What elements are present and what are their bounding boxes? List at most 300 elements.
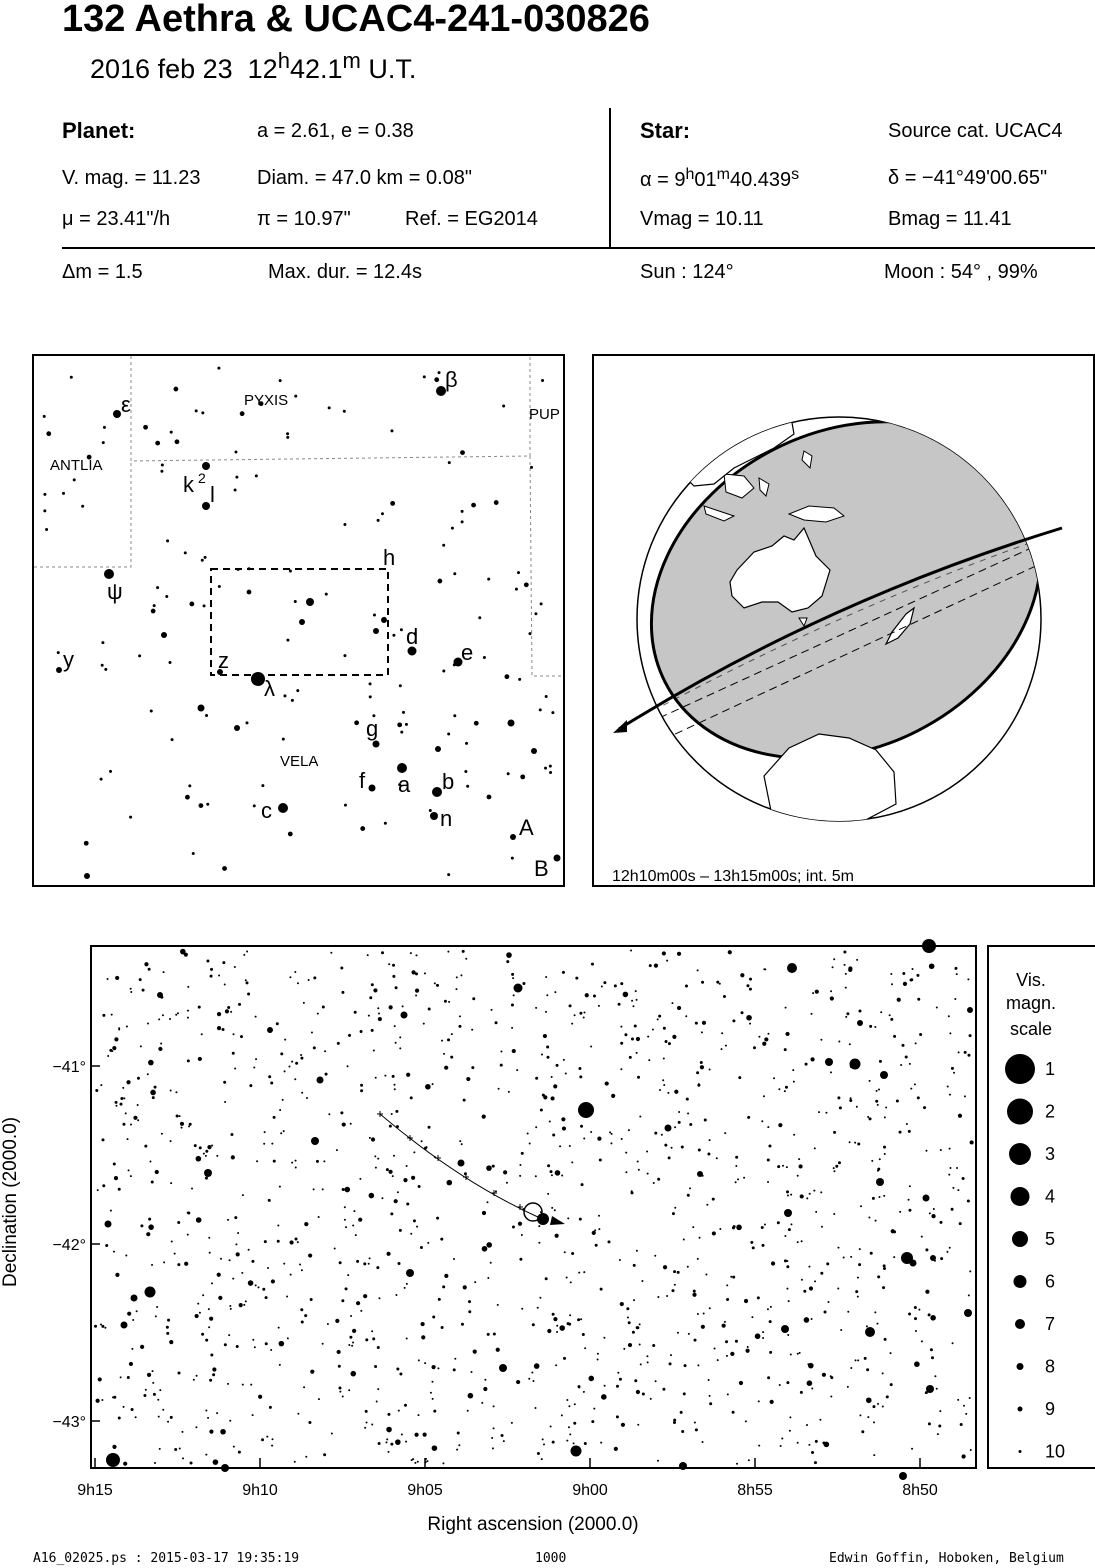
chart-star (559, 1145, 561, 1147)
chart-star (844, 964, 846, 966)
finder-star (165, 595, 168, 598)
chart-star (539, 1297, 541, 1299)
chart-star (938, 1424, 941, 1427)
chart-star (291, 1061, 293, 1063)
chart-star (231, 1155, 235, 1159)
chart-star (582, 1333, 585, 1336)
legend-label: 2 (1045, 1101, 1056, 1122)
chart-star (468, 1393, 474, 1399)
finder-star (540, 602, 543, 605)
event-datetime: 2016 feb 23 12$^h$42.1$^m$ U.T. (90, 48, 417, 84)
chart-star (493, 1405, 495, 1407)
chart-star (749, 978, 752, 981)
chart-star (777, 1165, 780, 1168)
chart-star (291, 1162, 293, 1164)
chart-star (322, 1343, 324, 1345)
chart-star (271, 1445, 273, 1447)
chart-star (763, 968, 765, 970)
chart-star (254, 1346, 256, 1348)
chart-star (818, 1111, 820, 1113)
chart-star (789, 1430, 791, 1432)
finder-star (56, 667, 62, 673)
chart-star (616, 1385, 619, 1388)
chart-star (877, 1170, 879, 1172)
chart-star (580, 1318, 582, 1320)
label-beta: β (445, 367, 458, 392)
chart-star (702, 1441, 704, 1443)
chart-star (311, 1032, 313, 1034)
finder-star (205, 714, 208, 717)
chart-star (154, 1462, 156, 1464)
chart-star (620, 1042, 623, 1045)
chart-star (833, 958, 835, 960)
chart-star (845, 973, 847, 975)
chart-star (563, 1357, 566, 1360)
chart-star (360, 1089, 363, 1092)
chart-star (561, 1117, 565, 1121)
finder-star (81, 505, 84, 508)
chart-star (849, 1099, 852, 1102)
chart-star (702, 1021, 706, 1025)
chart-star (155, 1315, 157, 1317)
chart-star (640, 1363, 642, 1365)
constellation-vela: VELA (280, 753, 319, 770)
chart-star (727, 1393, 729, 1395)
chart-star (310, 1298, 313, 1301)
chart-star (857, 1020, 863, 1026)
chart-star (786, 1288, 788, 1290)
chart-star (105, 1244, 108, 1247)
chart-star (855, 1359, 857, 1361)
chart-star (743, 1177, 745, 1179)
chart-star (501, 1434, 504, 1437)
chart-star (482, 1211, 486, 1215)
chart-star (203, 1153, 205, 1155)
chart-star (686, 1098, 689, 1101)
chart-star (957, 1399, 959, 1401)
legend-dot (1015, 1319, 1025, 1329)
chart-star (628, 1129, 630, 1131)
chart-star (490, 1262, 492, 1264)
chart-star (401, 1434, 403, 1436)
chart-star (297, 1413, 299, 1415)
chart-star (206, 960, 209, 963)
chart-star (837, 1288, 839, 1290)
chart-star (709, 1307, 711, 1309)
chart-star (113, 1162, 116, 1165)
chart-star (917, 1096, 920, 1099)
chart-star (837, 1096, 840, 1099)
chart-star (833, 1131, 836, 1134)
chart-star (780, 1445, 782, 1447)
chart-star (940, 1221, 943, 1224)
chart-star (455, 988, 457, 990)
chart-star (577, 1450, 579, 1452)
chart-star (570, 1281, 572, 1283)
chart-star (882, 1406, 884, 1408)
chart-star (521, 1152, 524, 1155)
chart-star (580, 1125, 583, 1128)
chart-star (708, 1379, 710, 1381)
legend-label: 5 (1045, 1229, 1056, 1249)
chart-star (131, 1295, 138, 1302)
label-l: l (210, 482, 215, 507)
chart-star (625, 1152, 627, 1154)
chart-star (111, 1050, 113, 1052)
chart-star (176, 1115, 179, 1118)
finder-chart (32, 354, 565, 887)
chart-star (883, 1264, 886, 1267)
chart-star (159, 1448, 161, 1450)
chart-star (767, 1376, 770, 1379)
chart-star (564, 1251, 566, 1253)
chart-star (631, 1191, 634, 1194)
chart-star (440, 1238, 443, 1241)
chart-star (209, 1317, 213, 1321)
chart-star (222, 1028, 225, 1031)
chart-star (785, 1032, 789, 1036)
chart-star (232, 1052, 235, 1055)
chart-star (822, 1442, 825, 1445)
chart-star (397, 1262, 400, 1265)
finder-star (45, 528, 48, 531)
chart-star (545, 976, 547, 978)
chart-star (442, 1285, 445, 1288)
chart-star (840, 1329, 842, 1331)
chart-star (665, 1125, 672, 1132)
chart-star (799, 1352, 801, 1354)
chart-star (399, 1036, 401, 1038)
chart-star (595, 1244, 598, 1247)
chart-star (556, 1325, 558, 1327)
chart-star (414, 1433, 418, 1437)
chart-star (303, 1002, 305, 1004)
chart-star (639, 1323, 641, 1325)
chart-star (666, 960, 668, 962)
chart-star (678, 1111, 680, 1113)
chart-star (227, 1006, 230, 1009)
chart-star (514, 984, 523, 993)
chart-star (262, 1288, 265, 1291)
chart-star (120, 1097, 123, 1100)
chart-star (126, 1026, 128, 1028)
chart-star (858, 1263, 861, 1266)
chart-star (936, 1006, 938, 1008)
finder-star (261, 784, 264, 787)
finder-star (384, 822, 387, 825)
chart-star (209, 1379, 212, 1382)
chart-star (304, 1314, 307, 1317)
legend-dot (1017, 1363, 1024, 1370)
chart-star (349, 1336, 352, 1339)
chart-star (317, 1013, 319, 1015)
constellation-antlia: ANTLIA (50, 457, 103, 474)
chart-star (424, 1362, 426, 1364)
chart-star (631, 1000, 633, 1002)
chart-star (196, 1217, 202, 1223)
chart-star (191, 1188, 193, 1190)
chart-star (427, 1242, 429, 1244)
chart-star (163, 971, 165, 973)
chart-star (600, 1288, 603, 1291)
chart-star (950, 1167, 952, 1169)
chart-star (874, 1311, 876, 1313)
chart-star (330, 952, 332, 954)
chart-star (722, 1324, 726, 1328)
shadow-direction-arrow (613, 720, 627, 733)
finder-star (151, 609, 156, 614)
chart-star (890, 1352, 892, 1354)
chart-star (128, 1169, 130, 1171)
legend-title-line3: scale (1009, 1019, 1053, 1039)
chart-star (724, 1132, 726, 1134)
chart-star (130, 1175, 132, 1177)
chart-star (902, 972, 905, 975)
chart-star (812, 992, 814, 994)
chart-star (418, 1185, 421, 1188)
legend-label: 8 (1045, 1356, 1056, 1377)
finder-star (517, 571, 520, 574)
chart-star (709, 1402, 712, 1405)
chart-star (748, 1459, 750, 1461)
chart-star (709, 1395, 711, 1397)
chart-star (873, 1454, 875, 1456)
x-axis-label: Right ascension (2000.0) (427, 1514, 639, 1535)
chart-star (216, 1155, 218, 1157)
chart-star (721, 1048, 723, 1050)
chart-star (466, 1077, 470, 1081)
finder-star (138, 654, 141, 657)
chart-star (350, 1123, 352, 1125)
chart-star (598, 1215, 600, 1217)
chart-star (865, 1327, 875, 1337)
table-rule (62, 247, 1095, 249)
chart-star (738, 1076, 741, 1079)
finder-star (545, 695, 548, 698)
finder-star (373, 741, 380, 748)
star-vmag: Vmag = 10.11 (640, 208, 764, 230)
chart-star (750, 1241, 753, 1244)
finder-star (438, 371, 441, 374)
label-d: d (406, 624, 419, 649)
chart-star (559, 1325, 565, 1331)
chart-star (316, 1160, 319, 1163)
chart-star (371, 1330, 373, 1332)
chart-star (681, 1145, 684, 1148)
chart-star (162, 1409, 164, 1411)
chart-star (303, 1386, 305, 1388)
chart-star (579, 1012, 582, 1015)
finder-star (487, 795, 492, 800)
chart-star (815, 990, 819, 994)
chart-star (340, 966, 343, 969)
chart-star (187, 1212, 189, 1214)
chart-star (377, 1158, 379, 1160)
chart-star (101, 1399, 103, 1401)
chart-star (404, 1404, 407, 1407)
chart-star (899, 1211, 901, 1213)
chart-star (877, 1104, 879, 1106)
finder-star (294, 600, 297, 603)
finder-chart-svg (34, 356, 563, 885)
finder-star (235, 476, 238, 479)
chart-star (374, 1365, 377, 1368)
chart-star (228, 1334, 230, 1336)
chart-star (719, 983, 721, 985)
chart-star (964, 1095, 966, 1097)
chart-star (367, 954, 369, 956)
chart-star (784, 1090, 786, 1092)
legend-title-line1: Vis. (1016, 970, 1046, 990)
chart-star (457, 1432, 460, 1435)
finder-star (173, 387, 178, 392)
chart-star (543, 1034, 547, 1038)
chart-star (910, 1260, 917, 1267)
chart-star (519, 1175, 521, 1177)
chart-star (583, 1011, 585, 1013)
chart-star (119, 1103, 122, 1106)
chart-star (368, 1263, 370, 1265)
chart-star (798, 1164, 802, 1168)
chart-star (730, 1276, 732, 1278)
chart-star (677, 1006, 681, 1010)
chart-star (273, 1116, 276, 1119)
chart-star (123, 1097, 125, 1099)
chart-star (352, 1224, 354, 1226)
finder-star (104, 569, 114, 579)
chart-star (797, 1442, 799, 1444)
chart-star (487, 1333, 490, 1336)
chart-star (473, 1350, 477, 1354)
chart-star (406, 1283, 408, 1285)
chart-star (360, 1030, 363, 1033)
chart-star (597, 1353, 599, 1355)
chart-star (169, 1018, 171, 1020)
chart-star (707, 1152, 710, 1155)
chart-star (552, 1313, 555, 1316)
chart-star (872, 1197, 875, 1200)
chart-star (696, 1071, 699, 1074)
label-lambda: λ (264, 676, 275, 701)
chart-star (394, 1025, 396, 1027)
chart-star (423, 1433, 427, 1437)
chart-star (591, 963, 594, 966)
chart-star (497, 1304, 499, 1306)
chart-star (627, 1317, 629, 1319)
chart-star (907, 1261, 910, 1264)
finder-star (189, 602, 194, 607)
chart-star (207, 1417, 209, 1419)
chart-star (459, 1140, 461, 1142)
chart-star (861, 1430, 864, 1433)
chart-star (246, 981, 249, 984)
chart-star (425, 1084, 431, 1090)
chart-star (786, 1381, 789, 1384)
chart-star (556, 1331, 558, 1333)
chart-star (623, 992, 629, 998)
chart-star (301, 1092, 303, 1094)
chart-star (131, 1348, 133, 1350)
chart-star (236, 1345, 239, 1348)
legend-label: 6 (1045, 1271, 1056, 1292)
chart-star (398, 1410, 400, 1412)
chart-star (233, 1446, 235, 1448)
chart-star (692, 1293, 696, 1297)
chart-star (800, 1194, 804, 1198)
chart-star (334, 1247, 336, 1249)
chart-star (611, 1133, 613, 1135)
chart-star (114, 1176, 118, 1180)
chart-star (746, 984, 749, 987)
chart-star (441, 1040, 443, 1042)
chart-star (217, 1026, 221, 1030)
finder-star (328, 406, 331, 409)
chart-star (310, 1370, 314, 1374)
chart-star (732, 1019, 735, 1022)
chart-star (807, 1380, 813, 1386)
chart-star (565, 1073, 567, 1075)
finder-star (169, 661, 172, 664)
chart-star (714, 1348, 716, 1350)
chart-star (465, 958, 467, 960)
chart-star (872, 1405, 875, 1408)
chart-star (107, 978, 109, 980)
chart-star (673, 1421, 676, 1424)
chart-star (221, 1464, 229, 1472)
chart-star (375, 1077, 377, 1079)
chart-star (265, 1296, 268, 1299)
chart-star (406, 1337, 408, 1339)
chart-star (252, 1414, 254, 1416)
chart-star (456, 976, 458, 978)
chart-star (392, 1075, 395, 1078)
chart-star (951, 1208, 954, 1211)
finder-star (100, 778, 103, 781)
chart-star (568, 1405, 570, 1407)
chart-star (781, 1325, 789, 1333)
chart-star (732, 1276, 735, 1279)
x-tick-label: 8h50 (902, 1482, 938, 1499)
finder-star (104, 668, 107, 671)
chart-star (125, 1254, 127, 1256)
chart-star (850, 1065, 853, 1068)
chart-star (212, 1367, 216, 1371)
finder-star (278, 803, 288, 813)
chart-star (535, 1007, 537, 1009)
chart-star (111, 1014, 113, 1016)
finder-star (442, 670, 445, 673)
chart-star (923, 1195, 930, 1202)
chart-star (242, 1384, 244, 1386)
chart-star (376, 1401, 378, 1403)
chart-star (122, 1087, 124, 1089)
chart-star (248, 1280, 254, 1286)
chart-star (959, 1222, 962, 1225)
chart-star (893, 1035, 896, 1038)
chart-star (338, 1387, 341, 1390)
chart-star (575, 977, 578, 980)
chart-star (620, 1302, 624, 1306)
chart-star (297, 1241, 299, 1243)
chart-star (700, 1065, 704, 1069)
chart-star (278, 1327, 280, 1329)
chart-star (402, 1005, 404, 1007)
chart-star (697, 1313, 699, 1315)
chart-star (404, 1287, 406, 1289)
legend-label: 1 (1045, 1059, 1056, 1079)
chart-star (601, 986, 603, 988)
star-bmag: Bmag = 11.41 (888, 208, 1012, 230)
